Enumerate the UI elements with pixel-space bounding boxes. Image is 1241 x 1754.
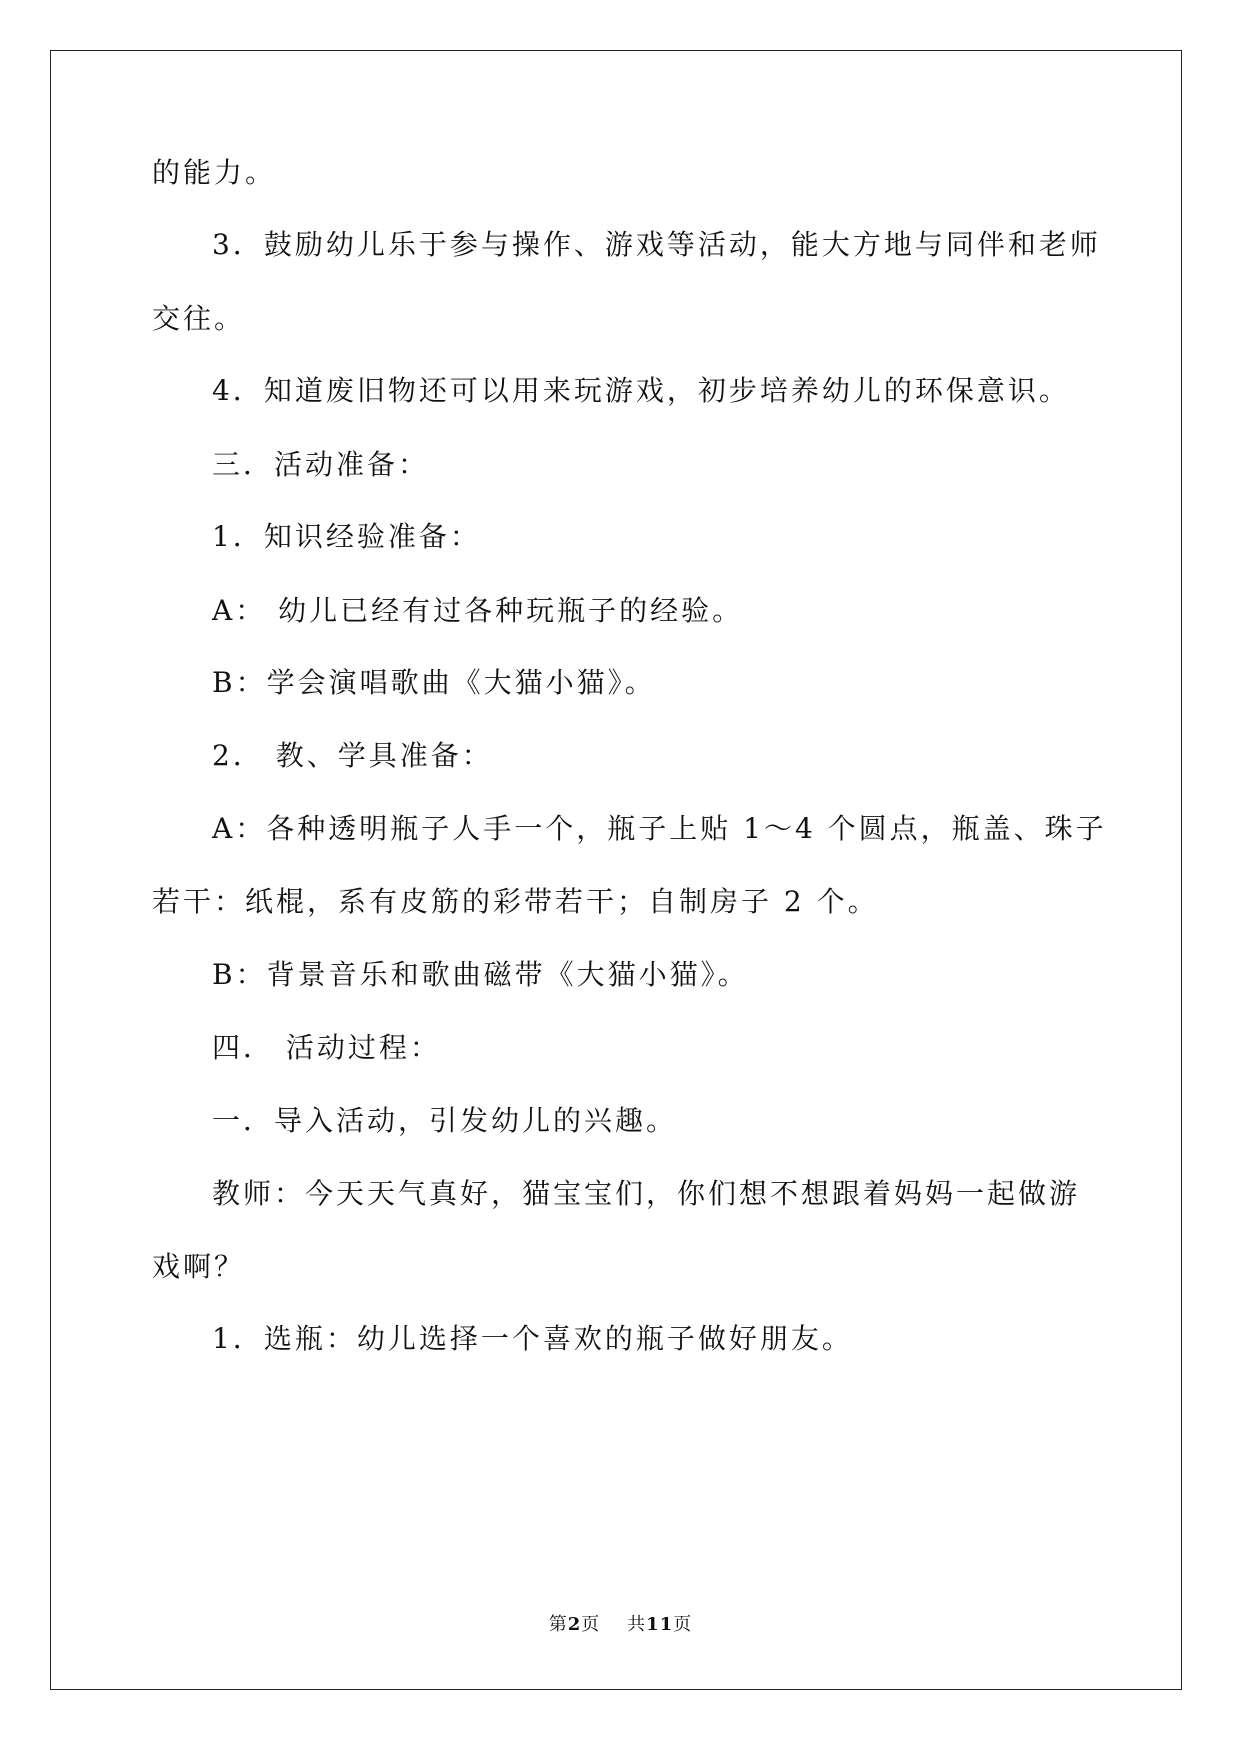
section-heading: 三．活动准备： — [212, 448, 430, 481]
text-line: A：各种透明瓶子人手一个，瓶子上贴 1～4 个圆点，瓶盖、珠子 — [212, 812, 1107, 845]
text-line: 2． 教、学具准备： — [212, 739, 493, 772]
footer-total-suffix: 页 — [673, 1614, 693, 1635]
text-line: 3．鼓励幼儿乐于参与操作、游戏等活动，能大方地与同伴和老师 — [212, 228, 1101, 261]
page-footer — [0, 1614, 1241, 1636]
text-line: 1．选瓶：幼儿选择一个喜欢的瓶子做好朋友。 — [212, 1322, 853, 1355]
text-line: 的能力。 — [152, 156, 277, 189]
text-line: 教师：今天天气真好，猫宝宝们，你们想不想跟着妈妈一起做游 — [212, 1177, 1081, 1210]
footer-prefix: 第 — [548, 1614, 568, 1635]
text-line: 一．导入活动，引发幼儿的兴趣。 — [212, 1104, 678, 1137]
footer-total-prefix: 共 — [627, 1614, 647, 1635]
text-line: 1．知识经验准备： — [212, 520, 481, 553]
footer-total-pages: 11 — [646, 1614, 674, 1635]
text-line: 交往。 — [152, 302, 246, 335]
text-line: 4．知道废旧物还可以用来玩游戏，初步培养幼儿的环保意识。 — [212, 374, 1070, 407]
text-line: B：背景音乐和歌曲磁带《大猫小猫》。 — [212, 958, 749, 991]
text-line: A： 幼儿已经有过各种玩瓶子的经验。 — [212, 594, 744, 627]
text-line: 若干：纸棍，系有皮筋的彩带若干；自制房子 2 个。 — [152, 885, 879, 918]
section-heading: 四． 活动过程： — [212, 1031, 441, 1064]
page-border — [50, 50, 1182, 1690]
text-line: B：学会演唱歌曲《大猫小猫》。 — [212, 666, 656, 699]
text-line: 戏啊？ — [152, 1250, 246, 1283]
footer-page-suffix: 页 — [581, 1614, 601, 1635]
footer-page-number: 2 — [567, 1614, 582, 1635]
